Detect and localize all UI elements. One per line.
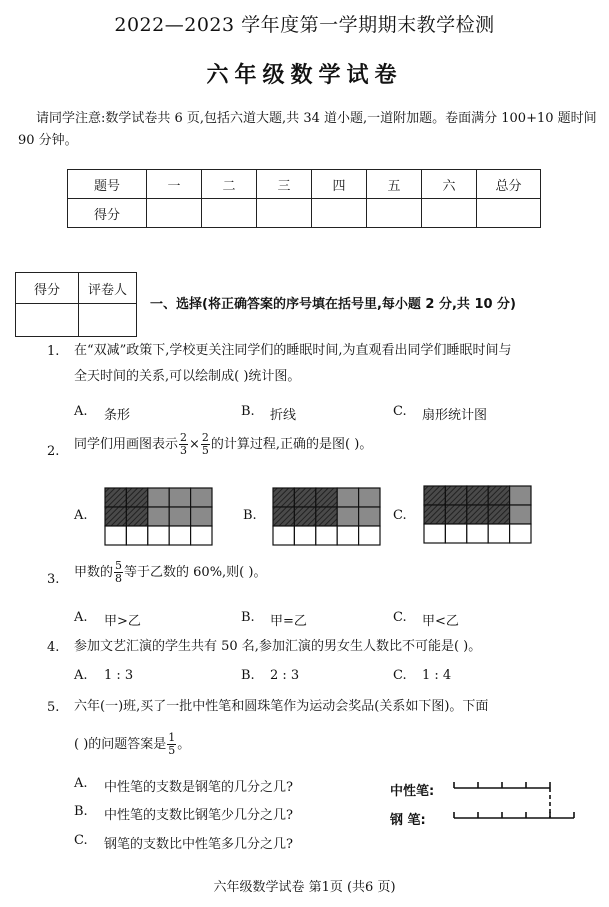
grid-cell — [294, 526, 315, 545]
grid-cell — [294, 488, 315, 507]
fraction — [167, 732, 176, 757]
fraction — [179, 432, 188, 457]
question-text: ( )的问题答案是 — [74, 737, 167, 752]
option-text[interactable]: 甲=乙 — [270, 614, 307, 629]
page-footer: 六年级数学试卷 第1页 (共6 页) — [213, 880, 396, 895]
option-text[interactable]: 中性笔的支数是钢笔的几分之几? — [104, 780, 293, 795]
grid-cell — [445, 524, 466, 543]
score-header-cell: 题号 — [68, 170, 147, 199]
score-blank-cell[interactable] — [422, 199, 477, 228]
grid-cell — [105, 526, 126, 545]
grid-cell — [126, 526, 147, 545]
fraction-numerator: 2 — [201, 431, 209, 444]
option-label: A. — [74, 776, 88, 791]
question-number: 2. — [47, 444, 60, 459]
score-header-cell: 二 — [202, 170, 257, 199]
option-label: A. — [74, 668, 88, 683]
option-label: B. — [241, 610, 255, 625]
grid-cell — [191, 488, 212, 507]
grid-cell — [148, 507, 169, 526]
grid-cell — [467, 505, 488, 524]
gel-pen-label: 中性笔: — [390, 784, 435, 799]
option-text[interactable]: 中性笔的支数比钢笔少几分之几? — [104, 808, 293, 823]
grid-cell — [294, 507, 315, 526]
grid-cell — [424, 505, 445, 524]
grid-diagram-a[interactable] — [104, 487, 214, 547]
question-text: 同学们用画图表示 — [74, 437, 179, 452]
option-text[interactable]: 折线 — [270, 408, 297, 423]
score-header-cell: 四 — [312, 170, 367, 199]
grid-cell — [337, 488, 358, 507]
grader-name-blank[interactable] — [79, 304, 137, 337]
option-label: C. — [393, 610, 407, 625]
grid-diagram-c[interactable] — [423, 485, 533, 547]
score-header-cell: 三 — [257, 170, 312, 199]
score-blank-cell[interactable] — [147, 199, 202, 228]
segment-diagram — [448, 776, 598, 826]
option-label: B. — [241, 668, 255, 683]
grid-diagram-b[interactable] — [272, 487, 382, 547]
grid-cell — [316, 488, 337, 507]
score-blank-cell[interactable] — [477, 199, 541, 228]
fraction-numerator: 2 — [180, 431, 188, 444]
grid-cell — [510, 486, 531, 505]
option-label: B. — [74, 804, 88, 819]
grid-cell — [169, 507, 190, 526]
exam-term-title: 2022—2023 学年度第一学期期末教学检测 — [114, 14, 495, 36]
score-blank-cell[interactable] — [312, 199, 367, 228]
option-text[interactable]: 1 : 3 — [104, 668, 134, 683]
grid-cell — [191, 507, 212, 526]
exam-subject-title: 六年级数学试卷 — [206, 62, 403, 88]
option-label: A. — [74, 508, 88, 523]
grid-cell — [424, 486, 445, 505]
question-number: 5. — [47, 700, 60, 715]
grid-cell — [359, 526, 380, 545]
score-header-cell: 六 — [422, 170, 477, 199]
question-5-line-1: 六年(一)班,买了一批中性笔和圆珠笔作为运动会奖品(关系如下图)。下面 — [74, 699, 489, 714]
grader-name-label: 评卷人 — [79, 273, 137, 304]
grid-cell — [126, 488, 147, 507]
fraction-denominator: 3 — [180, 444, 188, 457]
grid-cell — [273, 507, 294, 526]
grid-cell — [488, 486, 509, 505]
grid-cell — [316, 507, 337, 526]
grid-cell — [148, 488, 169, 507]
fraction-denominator: 8 — [115, 572, 123, 585]
option-label: C. — [393, 508, 407, 523]
fraction — [114, 560, 123, 585]
grader-score-blank[interactable] — [16, 304, 79, 337]
score-header-cell: 五 — [367, 170, 422, 199]
grader-score-label: 得分 — [16, 273, 79, 304]
grid-cell — [148, 526, 169, 545]
grid-cell — [169, 526, 190, 545]
option-label: C. — [393, 404, 407, 419]
grid-cell — [359, 488, 380, 507]
grid-cell — [105, 488, 126, 507]
score-table — [67, 169, 541, 228]
grid-cell — [488, 505, 509, 524]
question-text: 。 — [177, 737, 191, 752]
grid-cell — [424, 524, 445, 543]
grid-cell — [273, 526, 294, 545]
grid-cell — [359, 507, 380, 526]
option-label: C. — [393, 668, 407, 683]
option-text[interactable]: 钢笔的支数比中性笔多几分之几? — [104, 837, 293, 852]
question-text: 甲数的 — [74, 565, 114, 580]
grid-cell — [467, 524, 488, 543]
grid-cell — [169, 488, 190, 507]
grid-cell — [191, 526, 212, 545]
grid-cell — [273, 488, 294, 507]
question-4-text: 参加文艺汇演的学生共有 50 名,参加汇演的男女生人数比不可能是( )。 — [74, 639, 482, 654]
fraction — [201, 432, 210, 457]
option-text[interactable]: 条形 — [104, 408, 131, 423]
grid-cell — [105, 507, 126, 526]
fraction-denominator: 5 — [168, 744, 176, 757]
question-text: 的计算过程,正确的是图( )。 — [210, 437, 373, 452]
question-3-text — [74, 558, 599, 588]
option-text[interactable]: 甲>乙 — [104, 614, 141, 629]
score-blank-cell[interactable] — [257, 199, 312, 228]
grid-cell — [316, 526, 337, 545]
question-2-text — [74, 430, 599, 460]
option-text[interactable]: 1 : 4 — [422, 668, 452, 683]
question-number: 4. — [47, 640, 60, 655]
grid-cell — [488, 524, 509, 543]
fraction-numerator: 1 — [168, 731, 176, 744]
multiply-sign: × — [189, 437, 200, 452]
question-number: 1. — [47, 344, 60, 359]
question-1-line: 全天时间的关系,可以绘制成( )统计图。 — [74, 369, 301, 384]
question-1-line: 在“双减”政策下,学校更关注同学们的睡眠时间,为直观看出同学们睡眠时间与 — [74, 343, 512, 358]
grid-cell — [337, 526, 358, 545]
score-blank-cell[interactable] — [202, 199, 257, 228]
score-row-label: 得分 — [68, 199, 147, 228]
option-label: C. — [74, 833, 88, 848]
question-number: 3. — [47, 572, 60, 587]
grid-cell — [445, 505, 466, 524]
option-text[interactable]: 甲<乙 — [422, 614, 459, 629]
option-text[interactable]: 2 : 3 — [270, 668, 300, 683]
pen-label: 钢 笔: — [390, 813, 426, 828]
grid-cell — [126, 507, 147, 526]
question-text: 等于乙数的 60%,则( )。 — [124, 565, 267, 580]
option-label: B. — [241, 404, 255, 419]
exam-notice: 请同学注意:数学试卷共 6 页,包括六道大题,共 34 道小题,一道附加题。卷面满分 100+10 题时间 90 分钟。 — [18, 111, 597, 148]
option-label: B. — [243, 508, 257, 523]
score-blank-cell[interactable] — [367, 199, 422, 228]
grid-cell — [510, 524, 531, 543]
grid-cell — [445, 486, 466, 505]
question-5-line-2 — [74, 730, 599, 760]
grid-cell — [510, 505, 531, 524]
fraction-numerator: 5 — [115, 559, 123, 572]
option-label: A. — [74, 610, 88, 625]
section-1-heading: 一、选择(将正确答案的序号填在括号里,每小题 2 分,共 10 分) — [150, 297, 516, 312]
score-header-cell: 总分 — [477, 170, 541, 199]
fraction-denominator: 5 — [201, 444, 209, 457]
question-1-text — [74, 338, 599, 390]
grid-cell — [467, 486, 488, 505]
grid-cell — [337, 507, 358, 526]
score-header-cell: 一 — [147, 170, 202, 199]
option-text[interactable]: 扇形统计图 — [422, 408, 488, 423]
option-label: A. — [74, 404, 88, 419]
grader-table — [15, 272, 137, 337]
